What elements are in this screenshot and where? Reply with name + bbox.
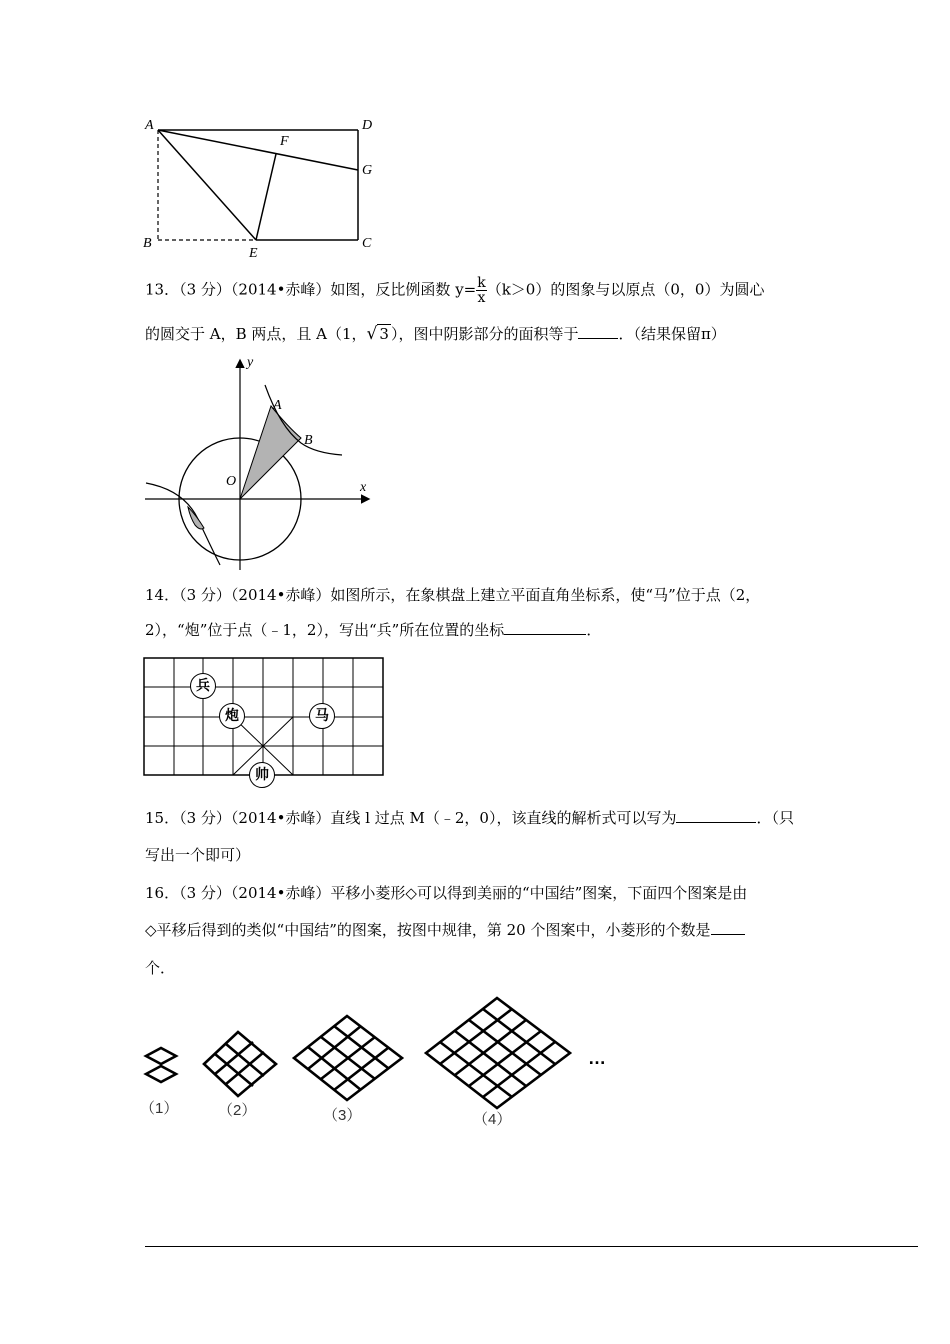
q15-line1-a: 15．（3 分）（2014•赤峰）直线 l 过点 M（﹣2，0），该直线的解析式可以写为	[145, 809, 677, 827]
label-x: x	[360, 480, 367, 495]
q13-line2-a: 的圆交于 A，B 两点，且 A（1，	[145, 325, 367, 343]
label-A2: A	[273, 398, 282, 413]
label-F: F	[280, 134, 289, 149]
piece-shuai: 帅	[249, 762, 275, 788]
q16-answer-blank[interactable]	[711, 920, 745, 935]
q13-frac-num: k	[477, 275, 486, 291]
label-A: A	[145, 118, 154, 133]
pattern-2	[202, 1030, 278, 1098]
pattern-1	[143, 1046, 183, 1086]
label-y: y	[247, 355, 254, 370]
q15-answer-blank[interactable]	[676, 808, 756, 823]
rectangle-figure	[140, 115, 390, 265]
q16-line2-text: ◇平移后得到的类似“中国结”的图案，按图中规律，第 20 个图案中，小菱形的个数是	[145, 921, 711, 939]
ellipsis: …	[588, 1048, 606, 1068]
circle-hyperbola-figure	[140, 355, 380, 575]
label-D: D	[362, 118, 373, 133]
piece-bing: 兵	[190, 673, 216, 699]
caption-1: （1）	[140, 1100, 179, 1117]
q13-line2-b: ），图中阴影部分的面积等于	[390, 325, 579, 343]
q13-fraction	[476, 276, 486, 305]
q15-line1	[145, 808, 794, 828]
q14-answer-blank[interactable]	[504, 620, 586, 635]
q15-line2: 写出一个即可）	[145, 846, 251, 864]
q14-line2	[145, 620, 601, 640]
q13-line2: 的圆交于 A，B 两点，且 A（1，√ 3 ），图中阴影部分的面积等于 ．（结果保留π）	[145, 324, 726, 344]
label-O: O	[226, 474, 237, 489]
pattern-3	[292, 1014, 404, 1102]
q13-sqrt-value: 3	[379, 325, 389, 343]
caption-2: （2）	[218, 1102, 257, 1119]
q13-suffix: （k＞0）的图象与以原点（0，0）为圆心	[486, 280, 765, 299]
piece-pao: 炮	[219, 703, 245, 729]
pattern-4	[424, 996, 572, 1110]
q13-prefix: 13．（3 分）（2014•赤峰）如图，反比例函数 y=	[145, 280, 477, 299]
footer-rule	[145, 1246, 918, 1247]
q14-line2-a: 2），“炮”位于点（﹣1，2），写出“兵”所在位置的坐标	[145, 621, 505, 639]
q16-line3: 个．	[145, 959, 176, 977]
q16-line2	[145, 920, 745, 940]
caption-3: （3）	[323, 1107, 362, 1124]
piece-ma: 马	[309, 703, 335, 729]
label-B2: B	[304, 433, 313, 448]
q13-line1	[145, 276, 764, 305]
q13-line2-c: ．（结果保留π）	[618, 325, 726, 343]
label-B: B	[143, 236, 152, 251]
q16-line1: 16．（3 分）（2014•赤峰）平移小菱形◇可以得到美丽的“中国结”图案，下面四个图案是由	[145, 884, 748, 902]
q13-answer-blank[interactable]	[578, 324, 618, 339]
q14-line1: 14．（3 分）（2014•赤峰）如图所示，在象棋盘上建立平面直角坐标系，使“马”位于点（2，	[145, 586, 761, 604]
q13-frac-den: x	[477, 290, 486, 306]
label-E: E	[249, 246, 258, 261]
caption-4: （4）	[473, 1111, 512, 1128]
q14-line2-b: ．	[586, 621, 602, 639]
q15-line1-b: ．（只	[756, 809, 794, 827]
label-C: C	[362, 236, 372, 251]
label-G: G	[362, 163, 373, 178]
